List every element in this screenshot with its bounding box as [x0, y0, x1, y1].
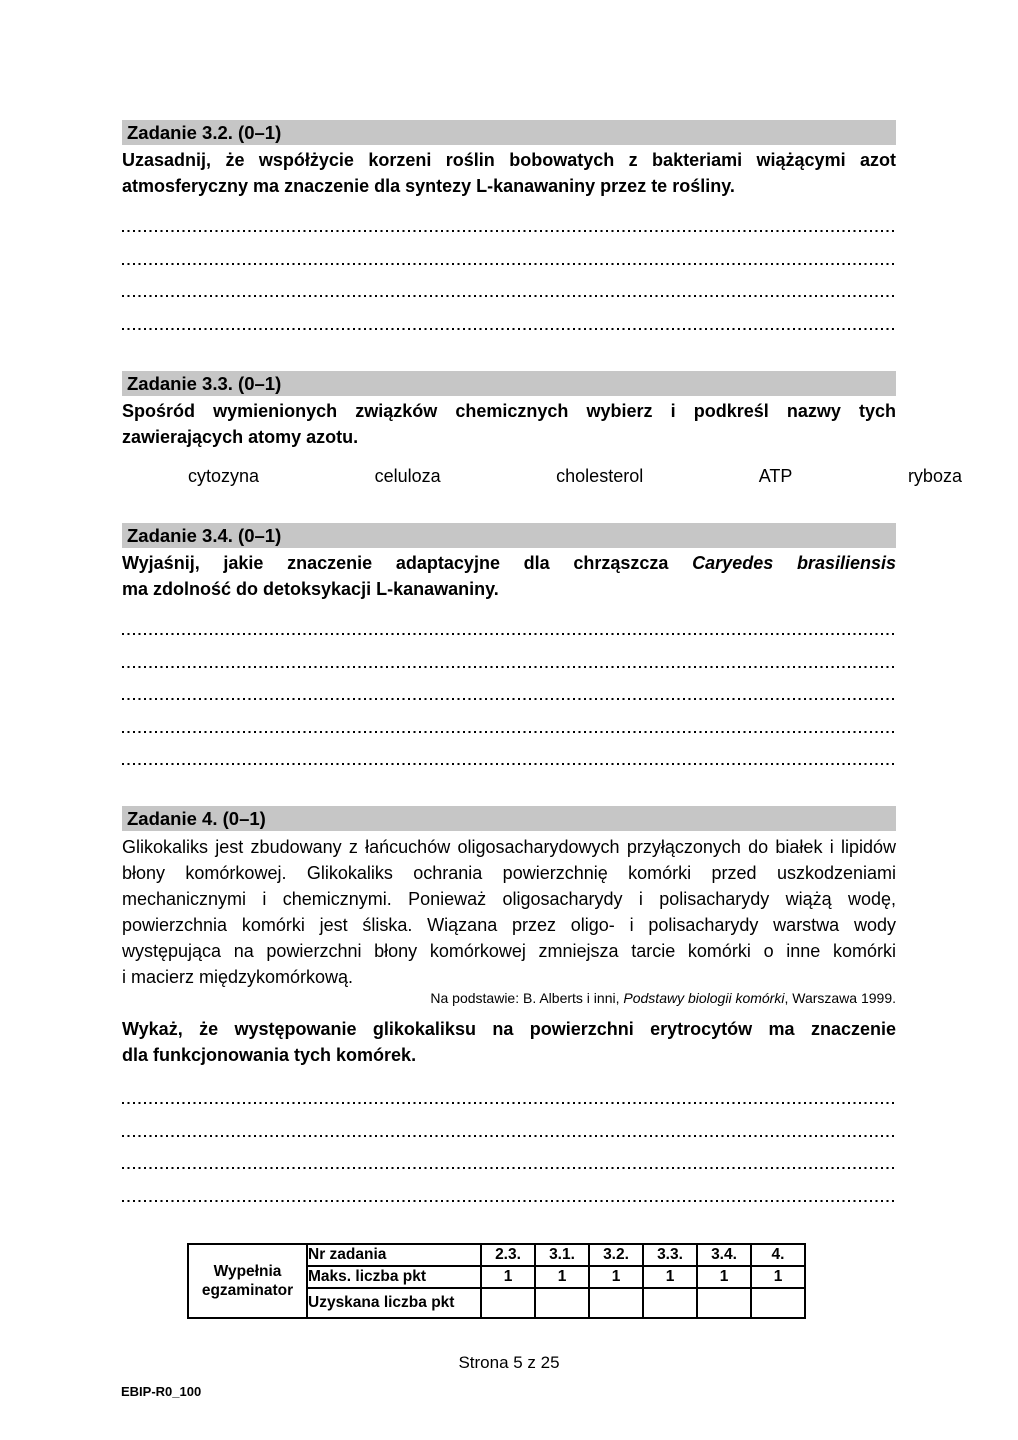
task-3-2-header: Zadanie 3.2. (0–1)	[122, 120, 896, 145]
page-number: Strona 5 z 25	[458, 1353, 560, 1372]
options-row	[122, 466, 1018, 486]
answer-line[interactable]	[122, 1072, 896, 1105]
task-4-header: Zadanie 4. (0–1)	[122, 806, 896, 831]
max-points-cell: 1	[481, 1266, 535, 1288]
option-cytozyna[interactable]: cytozyna	[188, 466, 260, 486]
question-line: ma zdolność do detoksykacji L-kanawaniny.	[122, 579, 499, 599]
option-cholesterol[interactable]: cholesterol	[556, 466, 644, 486]
answer-line[interactable]	[122, 733, 896, 766]
task-number-cell: 3.4.	[697, 1244, 751, 1266]
max-points-cell: 1	[535, 1266, 589, 1288]
task-3-3-header: Zadanie 3.3. (0–1)	[122, 371, 896, 396]
answer-line[interactable]	[122, 1105, 896, 1138]
task-4-intro	[122, 834, 896, 990]
task-3-4-header: Zadanie 3.4. (0–1)	[122, 523, 896, 548]
intro-line: mechanicznymi i chemicznymi. Ponieważ oligosacharydy i polisacharydy wiążą wodę,	[122, 889, 896, 909]
task-3-3-question	[122, 398, 896, 450]
form-code: EBIP-R0_100	[121, 1384, 202, 1399]
species-name: Caryedes brasiliensis	[692, 553, 896, 573]
answer-line[interactable]	[122, 1170, 896, 1203]
task-4-answer-area	[122, 1072, 896, 1202]
task-number-cell: 3.3.	[643, 1244, 697, 1266]
question-text: Wyjaśnij, jakie znaczenie adaptacyjne dla chrząszcza	[122, 553, 669, 573]
question-line: Uzasadnij, że współżycie korzeni roślin bobowatych z bakteriami wiążącymi azot	[122, 150, 896, 170]
answer-line[interactable]	[122, 233, 896, 266]
intro-line: występująca na powierzchni błony komórkowej zmniejsza tarcie komórki o inne komórki	[122, 941, 896, 961]
task-number-cell: 3.2.	[589, 1244, 643, 1266]
task-3-2-answer-area	[122, 200, 896, 330]
intro-line: powierzchnia komórki jest śliska. Wiązana przez oligo- i polisacharydy warstwa wody	[122, 915, 896, 935]
task-3-4-answer-area	[122, 603, 896, 766]
question-line: zawierających atomy azotu.	[122, 427, 359, 447]
question-line: dla funkcjonowania tych komórek.	[122, 1045, 417, 1065]
question-line: atmosferyczny ma znaczenie dla syntezy L-kanawaniny przez te rośliny.	[122, 176, 735, 196]
source-text: , Warszawa 1999.	[784, 990, 896, 1006]
row-label-earned-points: Uzyskana liczba pkt	[307, 1288, 481, 1318]
answer-line[interactable]	[122, 298, 896, 331]
task-number-cell: 2.3.	[481, 1244, 535, 1266]
max-points-cell: 1	[697, 1266, 751, 1288]
earned-points-cell[interactable]	[697, 1288, 751, 1318]
source-citation	[122, 990, 896, 1007]
max-points-cell: 1	[643, 1266, 697, 1288]
answer-line[interactable]	[122, 603, 896, 636]
source-text: Na podstawie: B. Alberts i inni,	[430, 990, 620, 1006]
question-line: Spośród wymienionych związków chemicznych wybierz i podkreśl nazwy tych	[122, 401, 896, 421]
row-label-max-points: Maks. liczba pkt	[307, 1266, 481, 1288]
intro-line: Glikokaliks jest zbudowany z łańcuchów oligosacharydowych przyłączonych do białek i lipidów	[122, 837, 896, 857]
answer-line[interactable]	[122, 200, 896, 233]
option-ryboza[interactable]: ryboza	[907, 466, 962, 486]
earned-points-cell[interactable]	[751, 1288, 805, 1318]
task-3-4-question	[122, 550, 896, 602]
earned-points-cell[interactable]	[535, 1288, 589, 1318]
answer-line[interactable]	[122, 636, 896, 669]
task-4-question	[122, 1016, 896, 1068]
answer-line[interactable]	[122, 1137, 896, 1170]
max-points-cell: 1	[589, 1266, 643, 1288]
answer-line[interactable]	[122, 668, 896, 701]
task-number-cell: 4.	[751, 1244, 805, 1266]
earned-points-cell[interactable]	[481, 1288, 535, 1318]
option-celuloza[interactable]: celuloza	[374, 466, 441, 486]
intro-line: błony komórkowej. Glikokaliks ochrania powierzchnię komórki przed uszkodzeniami	[122, 863, 896, 883]
answer-line[interactable]	[122, 701, 896, 734]
examiner-table	[187, 1243, 806, 1319]
option-atp[interactable]: ATP	[758, 466, 793, 486]
row-label-task-number: Nr zadania	[307, 1244, 481, 1266]
earned-points-cell[interactable]	[643, 1288, 697, 1318]
question-line	[122, 550, 896, 576]
task-number-cell: 3.1.	[535, 1244, 589, 1266]
task-3-2-question	[122, 147, 896, 199]
earned-points-cell[interactable]	[589, 1288, 643, 1318]
answer-line[interactable]	[122, 265, 896, 298]
examiner-caption: Wypełnia egzaminator	[188, 1244, 307, 1318]
max-points-cell: 1	[751, 1266, 805, 1288]
intro-line: i macierz międzykomórkową.	[122, 967, 354, 987]
source-title: Podstawy biologii komórki	[623, 990, 785, 1006]
question-line: Wykaż, że występowanie glikokaliksu na powierzchni erytrocytów ma znaczenie	[122, 1019, 896, 1039]
